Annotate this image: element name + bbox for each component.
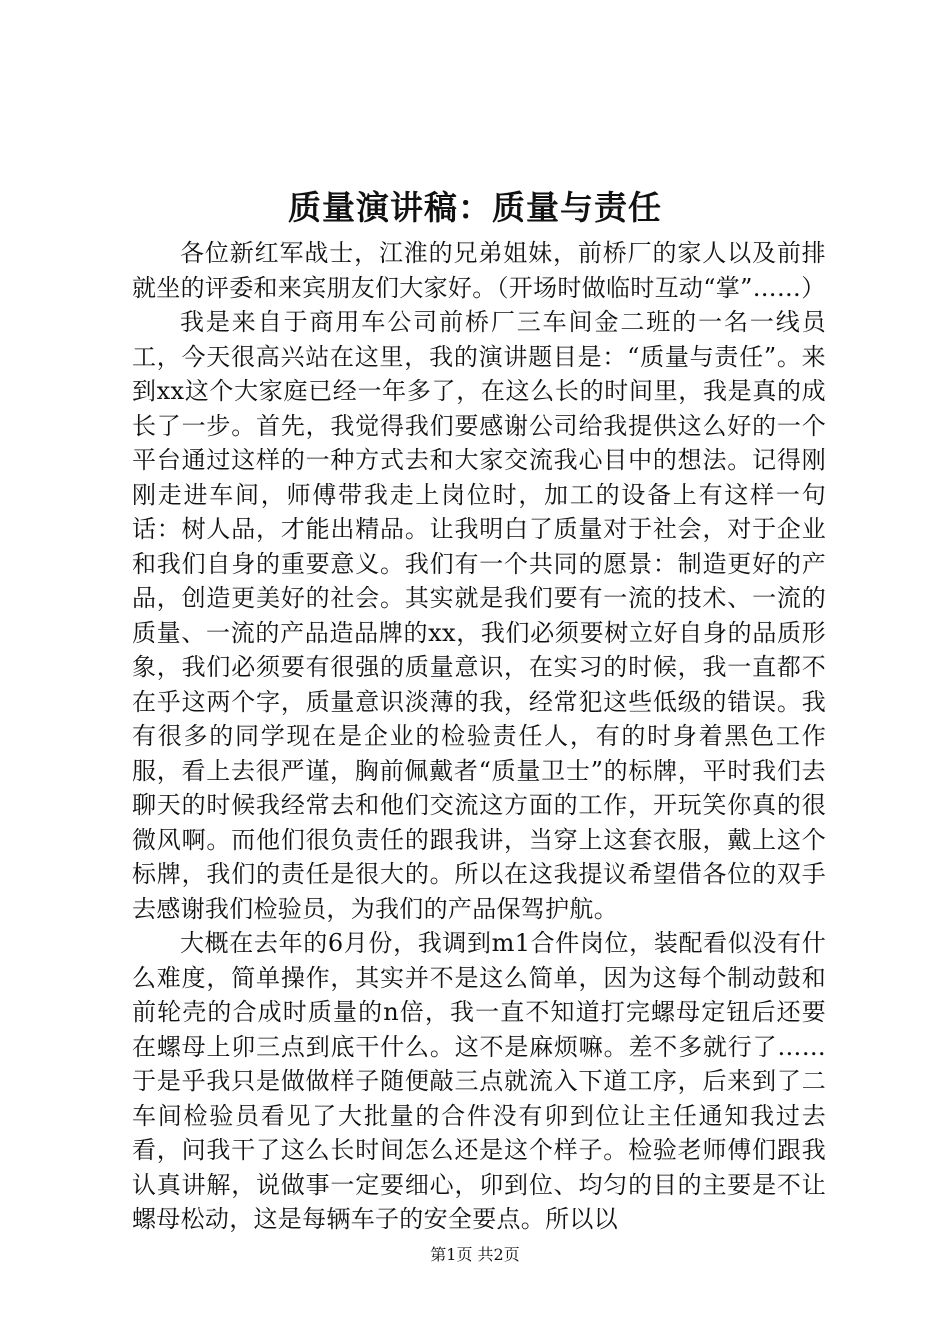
paragraph-greeting: 各位新红军战士，江淮的兄弟姐妹，前桥厂的家人以及前排就坐的评委和来宾朋友们大家好。（开场时做临时互动“掌”……） bbox=[132, 239, 826, 302]
paragraph-introduction: 我是来自于商用车公司前桥厂三车间金二班的一名一线员工，今天很高兴站在这里，我的演讲题目是：“质量与责任”。来到xx这个大家庭已经一年多了，在这么长的时间里，我是真的成长了一步。首先，我觉得我们要感谢公司给我提供这么好的一个平台通过这样的一种方式去和大家交流我心目中的想法。记得刚刚走进车间，师傅带我走上岗位时，加工的设备上有这样一句话：树人品，才能出精品。让我明白了质量对于社会，对于企业和我们自身的重要意义。我们有一个共同的愿景：制造更好的产品，创造更美好的社会。其实就是我们要有一流的技术、一流的质量、一流的产品造品牌的xx，我们必须要树立好自身的品质形象，我们必须要有很强的质量意识，在实习的时候，我一直都不在乎这两个字，质量意识淡薄的我，经常犯这些低级的错误。我有很多的同学现在是企业的检验责任人，有的时身着黑色工作服，看上去很严谨，胸前佩戴者“质量卫士”的标牌，平时我们去聊天的时候我经常去和他们交流这方面的工作，开玩笑你真的很微风啊。而他们很负责任的跟我讲，当穿上这套衣服，戴上这个标牌，我们的责任是很大的。所以在这我提议希望借各位的双手去感谢我们检验员，为我们的产品保驾护航。 bbox=[132, 308, 826, 923]
paragraph-story: 大概在去年的6月份，我调到m1合件岗位，装配看似没有什么难度，简单操作，其实并不是这么简单，因为这每个制动鼓和前轮壳的合成时质量的n倍，我一直不知道打完螺母定钮后还要在螺母上卯三点到底干什么。这不是麻烦嘛。差不多就行了……于是乎我只是做做样子随便敲三点就流入下道工序，后来到了二车间检验员看见了大批量的合件没有卯到位让主任通知我过去看，问我干了这么长时间怎么还是这个样子。检验老师傅们跟我认真讲解，说做事一定要细心，卯到位、均匀的目的主要是不让螺母松动，这是每辆车子的安全要点。所以以 bbox=[132, 929, 826, 1233]
document-body bbox=[132, 236, 826, 1237]
page-number-footer: 第1页 共2页 bbox=[430, 1245, 520, 1264]
document-title: 质量演讲稿：质量与责任 bbox=[288, 188, 662, 227]
